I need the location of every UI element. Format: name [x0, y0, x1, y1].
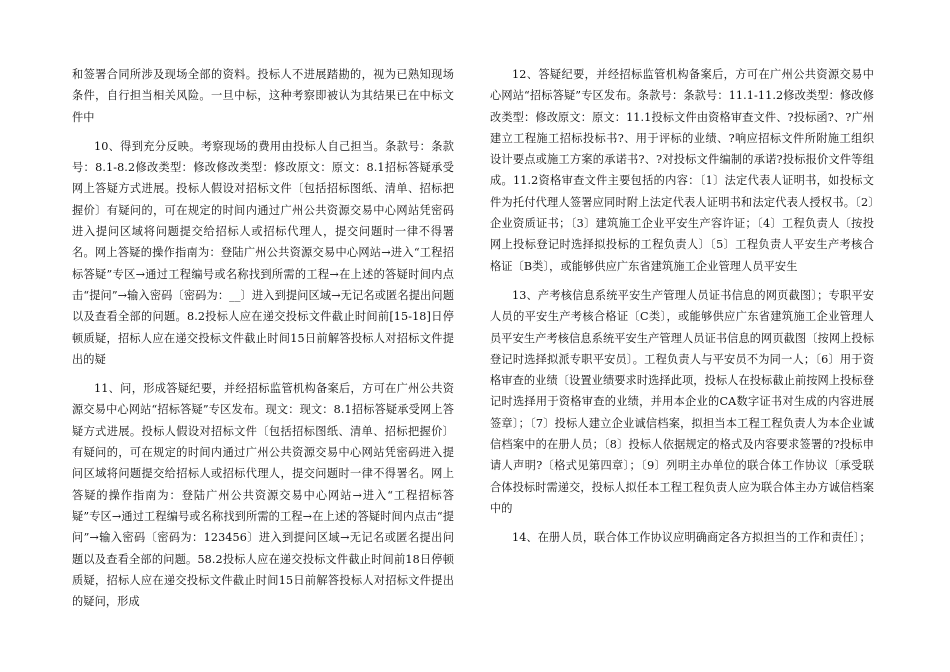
paragraph: 13、产考核信息系统平安生产管理人员证书信息的网页截图〕；专职平安人员的平安生产考核合格证〔C类〕，或能够供应广东省建筑施工企业管理人员平安生产考核信息系统平安生产管理人员证书信息的网页截图〔按网上投标登记时选择拟派专职平安员〕。工程负责人与平安员不为同一人；〔6〕用于资格审查的业绩〔设置业绩要求时选择此项，投标人在投标截止前按网上投标登记时选择用于资格审查的业绩，并用本企业的CA数字证书对生成的内容进展签章〕；〔7〕投标人建立企业诚信档案，拟担当本工程工程负责人为本企业诚信档案中的在册人员；〔8〕投标人依据规定的格式及内容要求签署的?投标申请人声明?〔格式见第四章〕；〔9〕列明主办单位的联合体工作协议〔承受联合体投标时需递交，投标人拟任本工程工程负责人应为联合体主办方诚信档案中的 [490, 288, 874, 515]
paragraph: 和签署合同所涉及现场全部的资料。投标人不进展踏勘的，视为已熟知现场条件，自行担当相关风险。一旦中标，这种考察即被认为其结果已在中标文件中 [72, 68, 454, 124]
paragraph: 14、在册人员，联合体工作协议应明确商定各方拟担当的工作和责任〕； [512, 531, 871, 545]
paragraph: 10、得到充分反映。考察现场的费用由投标人自己担当。条款号：条款号：8.1-8.2修改类型：修改修改类型：修改原文：原文：8.1招标答疑承受网上答疑方式进展。投标人假设对招标文件〔包括招标图纸、清单、招标把握价〕有疑问的，可在规定的时间内通过广州公共资源交易中心网站凭密码进入提问区域将问题提交给招标人或招标代理人，提交问题时一律不得署名。网上答疑的操作指南为：登陆广州公共资源交易中心网站→进入“工程招标答疑”专区→通过工程编号或名称找到所需的工程→在上述的答疑时间内点击“提问”→输入密码〔密码为：__〕进入到提问区域→无记名或匿名提出问题以及查看全部的问题。8.2投标人应在递交投标文件截止时间前[15-18]日停顿质疑，招标人应在递交投标文件截止时间15日前解答投标人对招标文件提出的疑 [72, 139, 454, 366]
right-column [490, 64, 874, 549]
paragraph: 11、问，形成答疑纪要，并经招标监管机构备案后，方可在广州公共资源交易中心网站“招标答疑”专区发布。现文：现文：8.1招标答疑承受网上答疑方式进展。投标人假设对招标文件〔包括招标图纸、清单、招标把握价〕有疑问的，可在规定的时间内通过广州公共资源交易中心网站凭密码进入提问区域将问题提交给招标人或招标代理人，提交问题时一律不得署名。网上答疑的操作指南为：登陆广州公共资源交易中心网站→进入“工程招标答疑”专区→通过工程编号或名称找到所需的工程→在上述的答疑时间内点击“提问”→输入密码〔密码为：123456〕进入到提问区域→无记名或匿名提出问题以及查看全部的问题。58.2投标人应在递交投标文件截止时间前18日停顿质疑，招标人应在递交投标文件截止时间15日前解答投标人对招标文件提出的疑问，形成 [72, 382, 454, 609]
left-column [72, 64, 454, 612]
paragraph: 12、答疑纪要，并经招标监管机构备案后，方可在广州公共资源交易中心网站“招标答疑”专区发布。条款号：条款号：11.1-11.2修改类型：修改修改类型：修改原文：原文：11.1投标文件由资格审查文件、?投标函?、?广州建立工程施工招标投标书?、用于评标的业绩、?响应招标文件所附施工组织设计要点或施工方案的承诺书?、?对投标文件编制的承诺?投标报价文件等组成。11.2资格审查文件主要包括的内容：〔1〕法定代表人证明书，如投标文件为托付代理人签署应同时附上法定代表人证明书和法定代表人授权书。〔2〕企业资质证书；〔3〕建筑施工企业平安生产容许证；〔4〕工程负责人〔按投网上投标登记时选择拟投标的工程负责人〕〔5〕工程负责人平安生产考核合格证〔B类〕，或能够供应广东省建筑施工企业管理人员平安生 [490, 68, 874, 273]
